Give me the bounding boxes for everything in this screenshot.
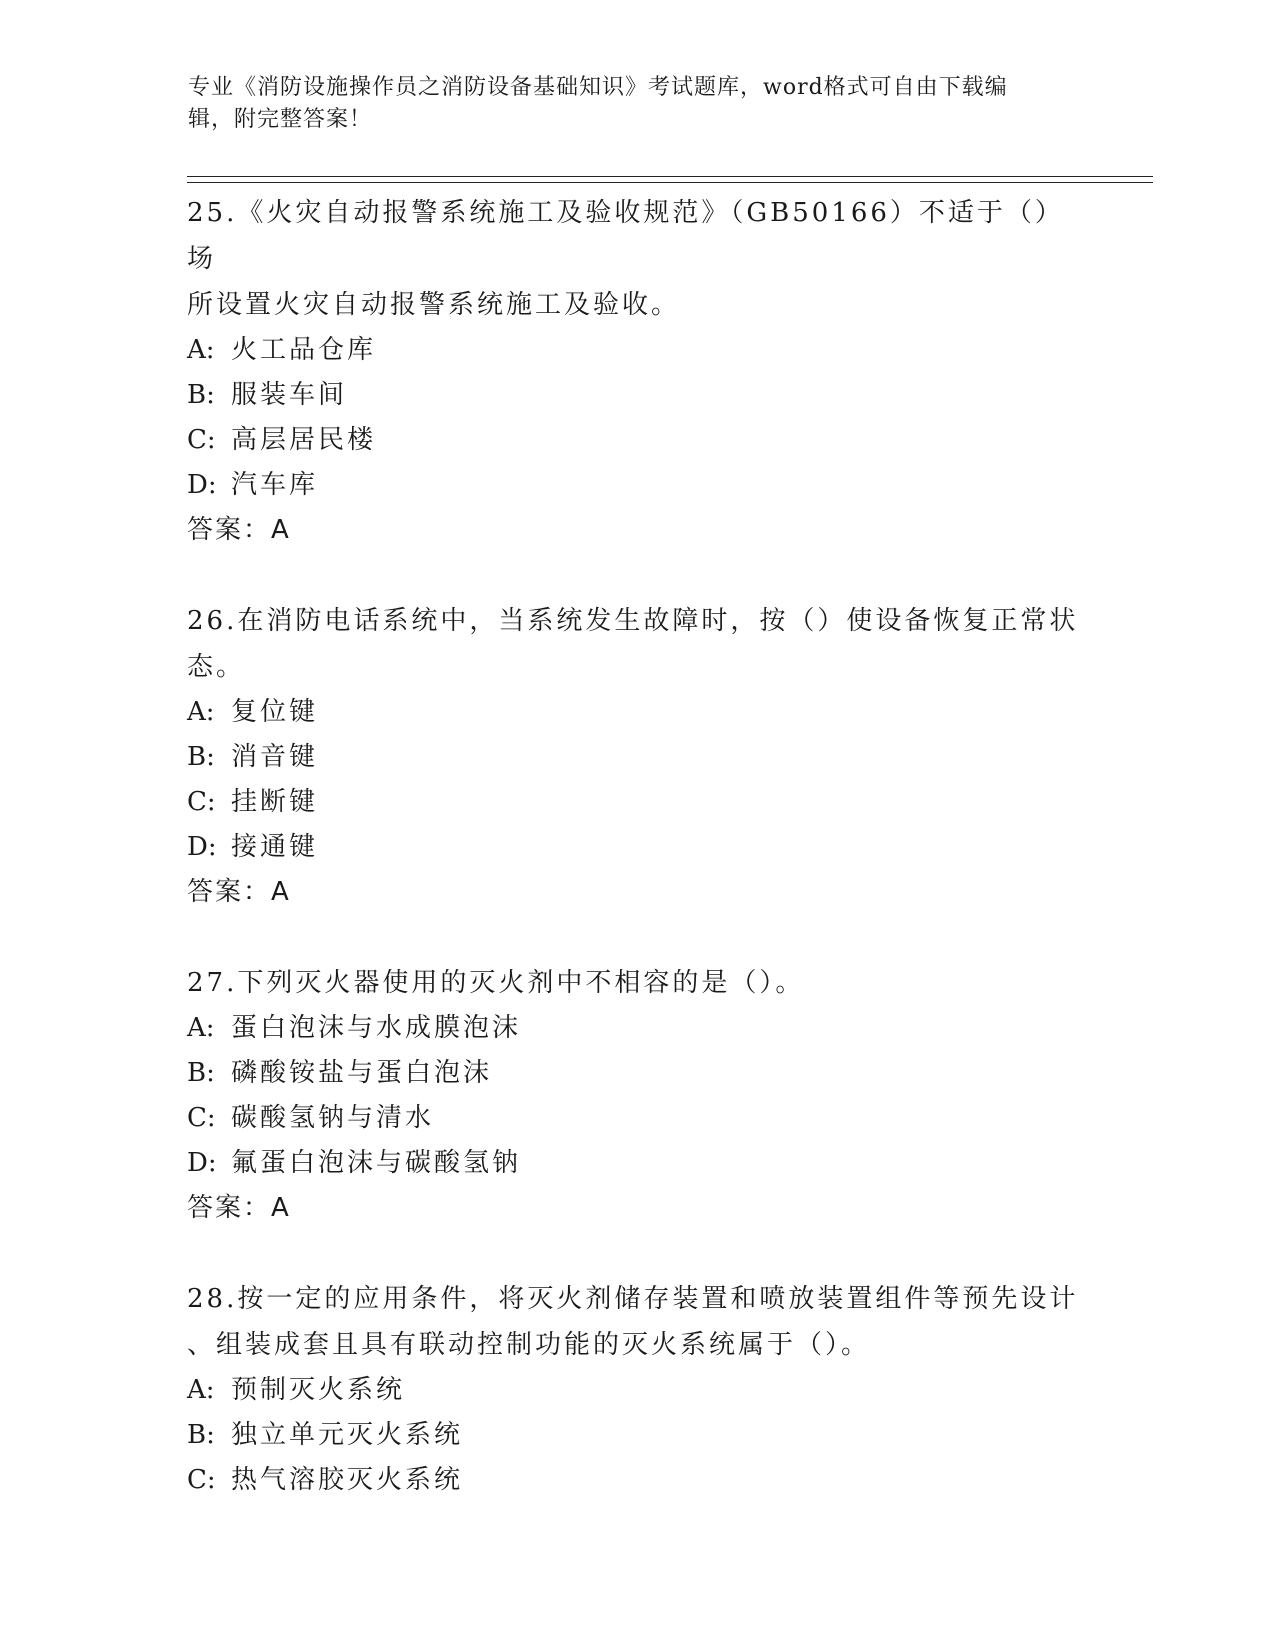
header-line-2: 辑，附完整答案！ <box>188 107 373 132</box>
option-text: 磷酸铵盐与蛋白泡沫 <box>231 1058 493 1088</box>
question-stem-line: 27.下列灭火器使用的灭火剂中不相容的是（）。 <box>187 968 805 998</box>
option-letter: C: <box>187 425 216 455</box>
option-d <box>187 463 1087 508</box>
option-c <box>187 1458 1087 1503</box>
option-a <box>187 1006 1087 1051</box>
question-25 <box>187 190 1087 553</box>
question-26 <box>187 598 1087 915</box>
option-b <box>187 735 1087 780</box>
question-list <box>187 190 1087 1548</box>
option-text: 服装车间 <box>231 380 348 410</box>
answer-label: 答案： <box>187 877 272 907</box>
option-b <box>187 1413 1087 1458</box>
option-letter: D: <box>187 832 217 862</box>
option-text: 火工品仓库 <box>231 335 377 365</box>
option-text: 消音键 <box>231 742 319 772</box>
option-letter: C: <box>187 787 216 817</box>
question-28 <box>187 1276 1087 1503</box>
option-text: 接通键 <box>231 832 319 862</box>
option-letter: D: <box>187 1148 217 1178</box>
question-stem-line: 28.按一定的应用条件，将灭火剂储存装置和喷放装置组件等预先设计 <box>187 1284 1079 1314</box>
option-a <box>187 1368 1087 1413</box>
option-letter: C: <box>187 1103 216 1133</box>
option-letter: B: <box>187 380 215 410</box>
option-a <box>187 690 1087 735</box>
answer-line <box>187 508 1087 553</box>
question-stem-line: 所设置火灾自动报警系统施工及验收。 <box>187 290 681 320</box>
option-text: 氟蛋白泡沫与碳酸氢钠 <box>231 1148 522 1178</box>
option-letter: A: <box>187 697 215 727</box>
option-letter: A: <box>187 335 215 365</box>
question-stem-line: 态。 <box>187 652 246 682</box>
option-c <box>187 780 1087 825</box>
option-a <box>187 328 1087 373</box>
answer-value: A <box>271 515 291 545</box>
question-stem-line: 26.在消防电话系统中，当系统发生故障时，按（）使设备恢复正常状 <box>187 606 1079 636</box>
header-line-1: 专业《消防设施操作员之消防设备基础知识》考试题库，word格式可自由下载编 <box>188 75 1008 100</box>
option-text: 复位键 <box>231 697 319 727</box>
answer-label: 答案： <box>187 515 272 545</box>
question-stem-line: 、组装成套且具有联动控制功能的灭火系统属于（）。 <box>187 1330 871 1360</box>
option-text: 汽车库 <box>231 470 319 500</box>
option-b <box>187 1051 1087 1096</box>
question-stem-line: 25.《火灾自动报警系统施工及验收规范》（GB50166）不适于（）场 <box>187 198 1064 274</box>
option-d <box>187 825 1087 870</box>
document-header <box>188 72 1068 136</box>
answer-value: A <box>271 1193 291 1223</box>
option-text: 预制灭火系统 <box>231 1375 406 1405</box>
question-27 <box>187 960 1087 1231</box>
option-text: 碳酸氢钠与清水 <box>231 1103 435 1133</box>
option-d <box>187 1141 1087 1186</box>
option-text: 独立单元灭火系统 <box>231 1420 464 1450</box>
option-c <box>187 418 1087 463</box>
option-text: 高层居民楼 <box>231 425 377 455</box>
option-letter: B: <box>187 1420 215 1450</box>
option-b <box>187 373 1087 418</box>
option-letter: B: <box>187 1058 215 1088</box>
header-divider-top <box>187 176 1153 177</box>
option-letter: B: <box>187 742 215 772</box>
option-text: 挂断键 <box>231 787 319 817</box>
option-letter: A: <box>187 1375 215 1405</box>
header-divider-bottom <box>187 182 1153 183</box>
option-letter: C: <box>187 1465 216 1495</box>
option-letter: A: <box>187 1013 215 1043</box>
option-text: 热气溶胶灭火系统 <box>231 1465 464 1495</box>
answer-value: A <box>271 877 291 907</box>
answer-label: 答案： <box>187 1193 272 1223</box>
option-c <box>187 1096 1087 1141</box>
answer-line <box>187 1186 1087 1231</box>
answer-line <box>187 870 1087 915</box>
option-text: 蛋白泡沫与水成膜泡沫 <box>231 1013 522 1043</box>
option-letter: D: <box>187 470 217 500</box>
